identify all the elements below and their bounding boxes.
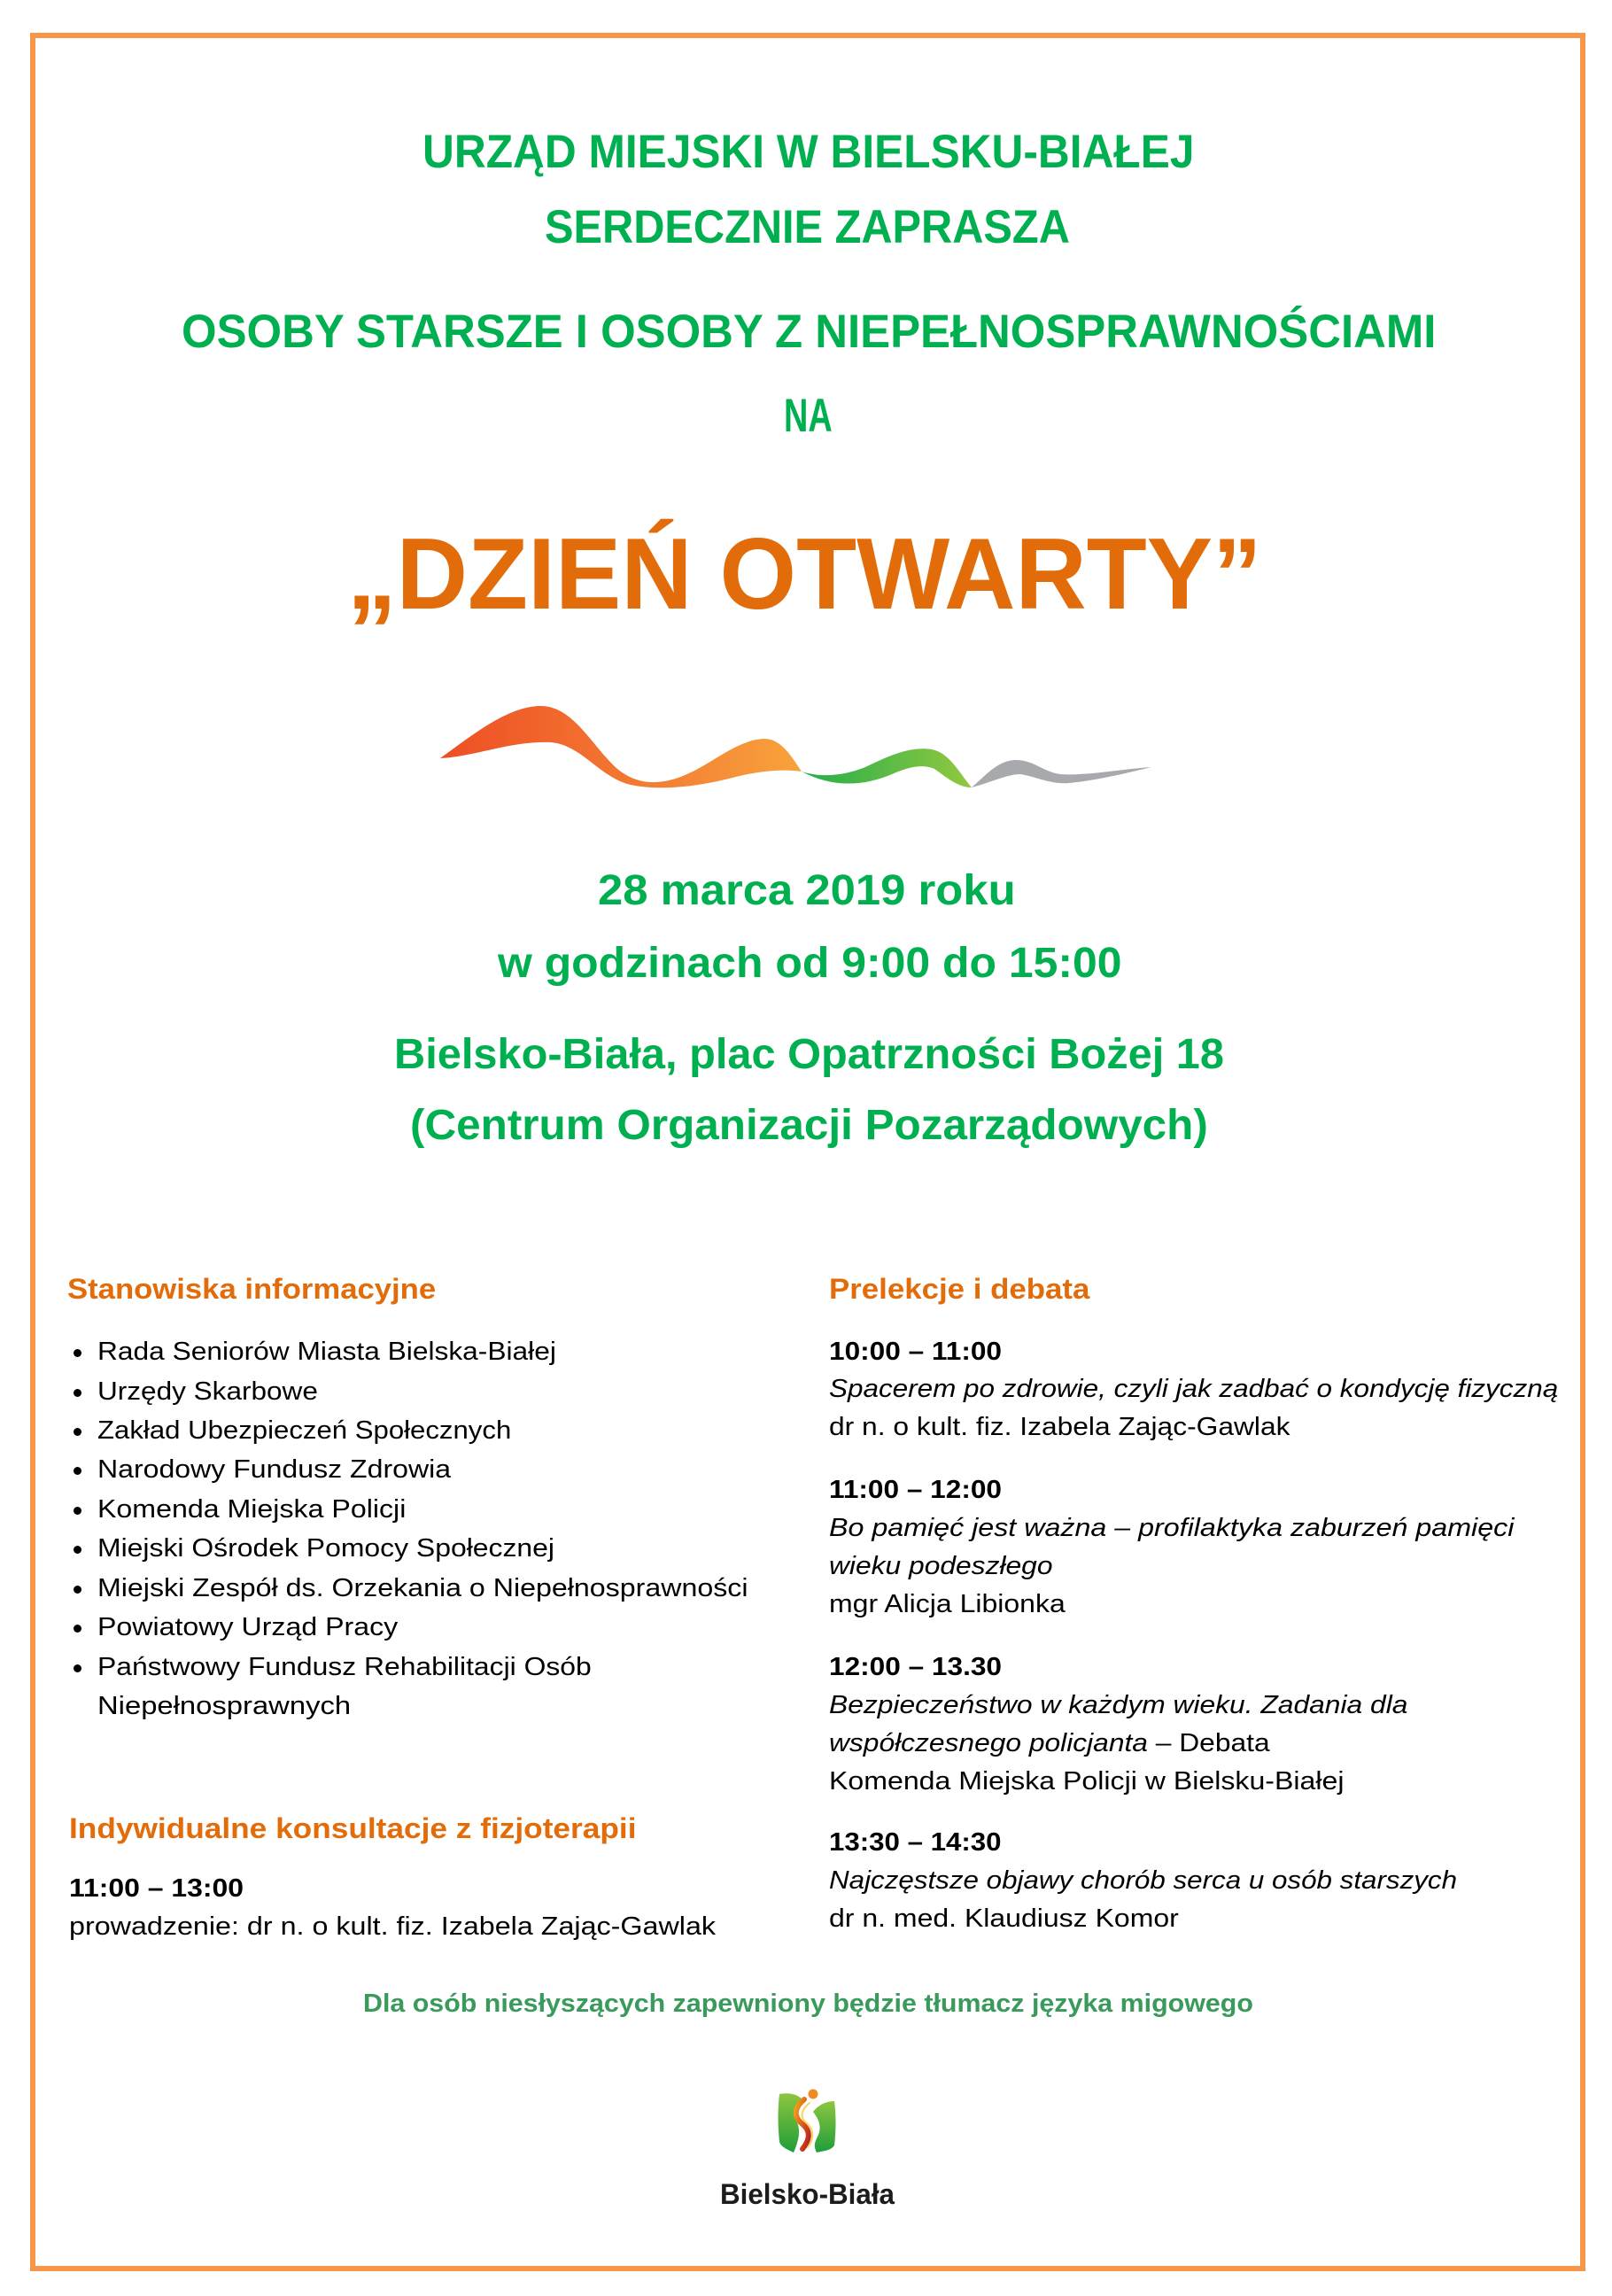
- bullet-icon: [74, 1389, 81, 1397]
- wave-orange-segment: [440, 706, 802, 787]
- lecture-time: 13:30 – 14:30: [829, 1828, 1002, 1857]
- header-line-2: SERDECZNIE ZAPRASZA: [545, 201, 1070, 253]
- lecture-title-continuation: [829, 1731, 1270, 1757]
- bullet-icon: [74, 1664, 81, 1672]
- bullet-icon: [74, 1625, 81, 1633]
- header-line-1: URZĄD MIEJSKI W BIELSKU-BIAŁEJ: [422, 126, 1195, 178]
- bullet-icon: [74, 1428, 81, 1436]
- lecture-speaker: dr n. med. Klaudiusz Komor: [829, 1904, 1179, 1933]
- lecture-title-part: współczesnego policjanta: [829, 1729, 1148, 1757]
- header-line-3: OSOBY STARSZE I OSOBY Z NIEPEŁNOSPRAWNOŚCIAMI: [182, 306, 1437, 358]
- lecture-speaker: mgr Alicja Libionka: [829, 1590, 1066, 1618]
- logo-orange-dot: [809, 2090, 818, 2099]
- event-title: „DZIEŃ OTWARTY”: [347, 518, 1262, 631]
- bullet-icon: [74, 1349, 81, 1357]
- event-venue: (Centrum Organizacji Pozarządowych): [410, 1102, 1208, 1149]
- lecture-type-label: – Debata: [1147, 1729, 1270, 1757]
- lecture-time: 11:00 – 12:00: [829, 1476, 1002, 1504]
- list-item: Rada Seniorów Miasta Bielska-Białej: [97, 1338, 556, 1366]
- wave-gray-segment: [972, 760, 1151, 787]
- list-item: Państwowy Fundusz Rehabilitacji Osób: [97, 1653, 592, 1681]
- bullet-icon: [74, 1507, 81, 1515]
- list-item: Powiatowy Urząd Pracy: [97, 1613, 399, 1641]
- lecture-title: Bo pamięć jest ważna – profilaktyka zaburzeń pamięci: [829, 1514, 1515, 1542]
- logo-text: Bielsko-Biała: [720, 2178, 895, 2210]
- lecture-time: 12:00 – 13.30: [829, 1653, 1002, 1681]
- sign-language-note: Dla osób niesłyszących zapewniony będzie tłumacz języka migowego: [363, 1990, 1253, 2018]
- physio-time: 11:00 – 13:00: [69, 1874, 244, 1903]
- lecture-title: Najczęstsze objawy chorób serca u osób starszych: [829, 1866, 1458, 1895]
- lecture-title-continuation: wieku podeszłego: [829, 1552, 1053, 1580]
- list-item: Miejski Zespół ds. Orzekania o Niepełnosprawności: [97, 1574, 748, 1602]
- list-item: Narodowy Fundusz Zdrowia: [97, 1455, 452, 1484]
- physio-lead: prowadzenie: dr n. o kult. fiz. Izabela Zając-Gawlak: [69, 1912, 717, 1941]
- lecture-speaker: dr n. o kult. fiz. Izabela Zając-Gawlak: [829, 1413, 1290, 1441]
- logo-right-leaf: [813, 2101, 836, 2152]
- bullet-icon: [74, 1586, 81, 1594]
- lecture-time: 10:00 – 11:00: [829, 1338, 1002, 1366]
- header-line-4: NA: [784, 390, 833, 442]
- list-item: Miejski Ośrodek Pomocy Społecznej: [97, 1534, 555, 1563]
- event-date: 28 marca 2019 roku: [598, 867, 1016, 914]
- event-hours: w godzinach od 9:00 do 15:00: [498, 940, 1122, 987]
- wave-ribbon-icon: [440, 705, 1151, 789]
- list-item: Komenda Miejska Policji: [97, 1495, 407, 1524]
- wave-green-segment: [802, 749, 972, 787]
- lecture-speaker: Komenda Miejska Policji w Bielsku-Białej: [829, 1767, 1345, 1796]
- event-address: Bielsko-Biała, plac Opatrzności Bożej 18: [394, 1031, 1224, 1078]
- info-stands-heading: Stanowiska informacyjne: [67, 1273, 437, 1305]
- physio-heading: Indywidualne konsultacje z fizjoterapii: [69, 1812, 637, 1844]
- list-item-continuation: Niepełnosprawnych: [97, 1692, 352, 1720]
- lecture-title: Spacerem po zdrowie, czyli jak zadbać o kondycję fizyczną: [829, 1375, 1559, 1403]
- lectures-heading: Prelekcje i debata: [829, 1273, 1090, 1305]
- bullet-icon: [74, 1467, 81, 1475]
- list-item: Zakład Ubezpieczeń Społecznych: [97, 1416, 512, 1445]
- lecture-title: Bezpieczeństwo w każdym wieku. Zadania dla: [829, 1691, 1408, 1719]
- bullet-icon: [74, 1546, 81, 1554]
- bielsko-biala-logo-icon: [778, 2089, 836, 2156]
- list-item: Urzędy Skarbowe: [97, 1377, 318, 1406]
